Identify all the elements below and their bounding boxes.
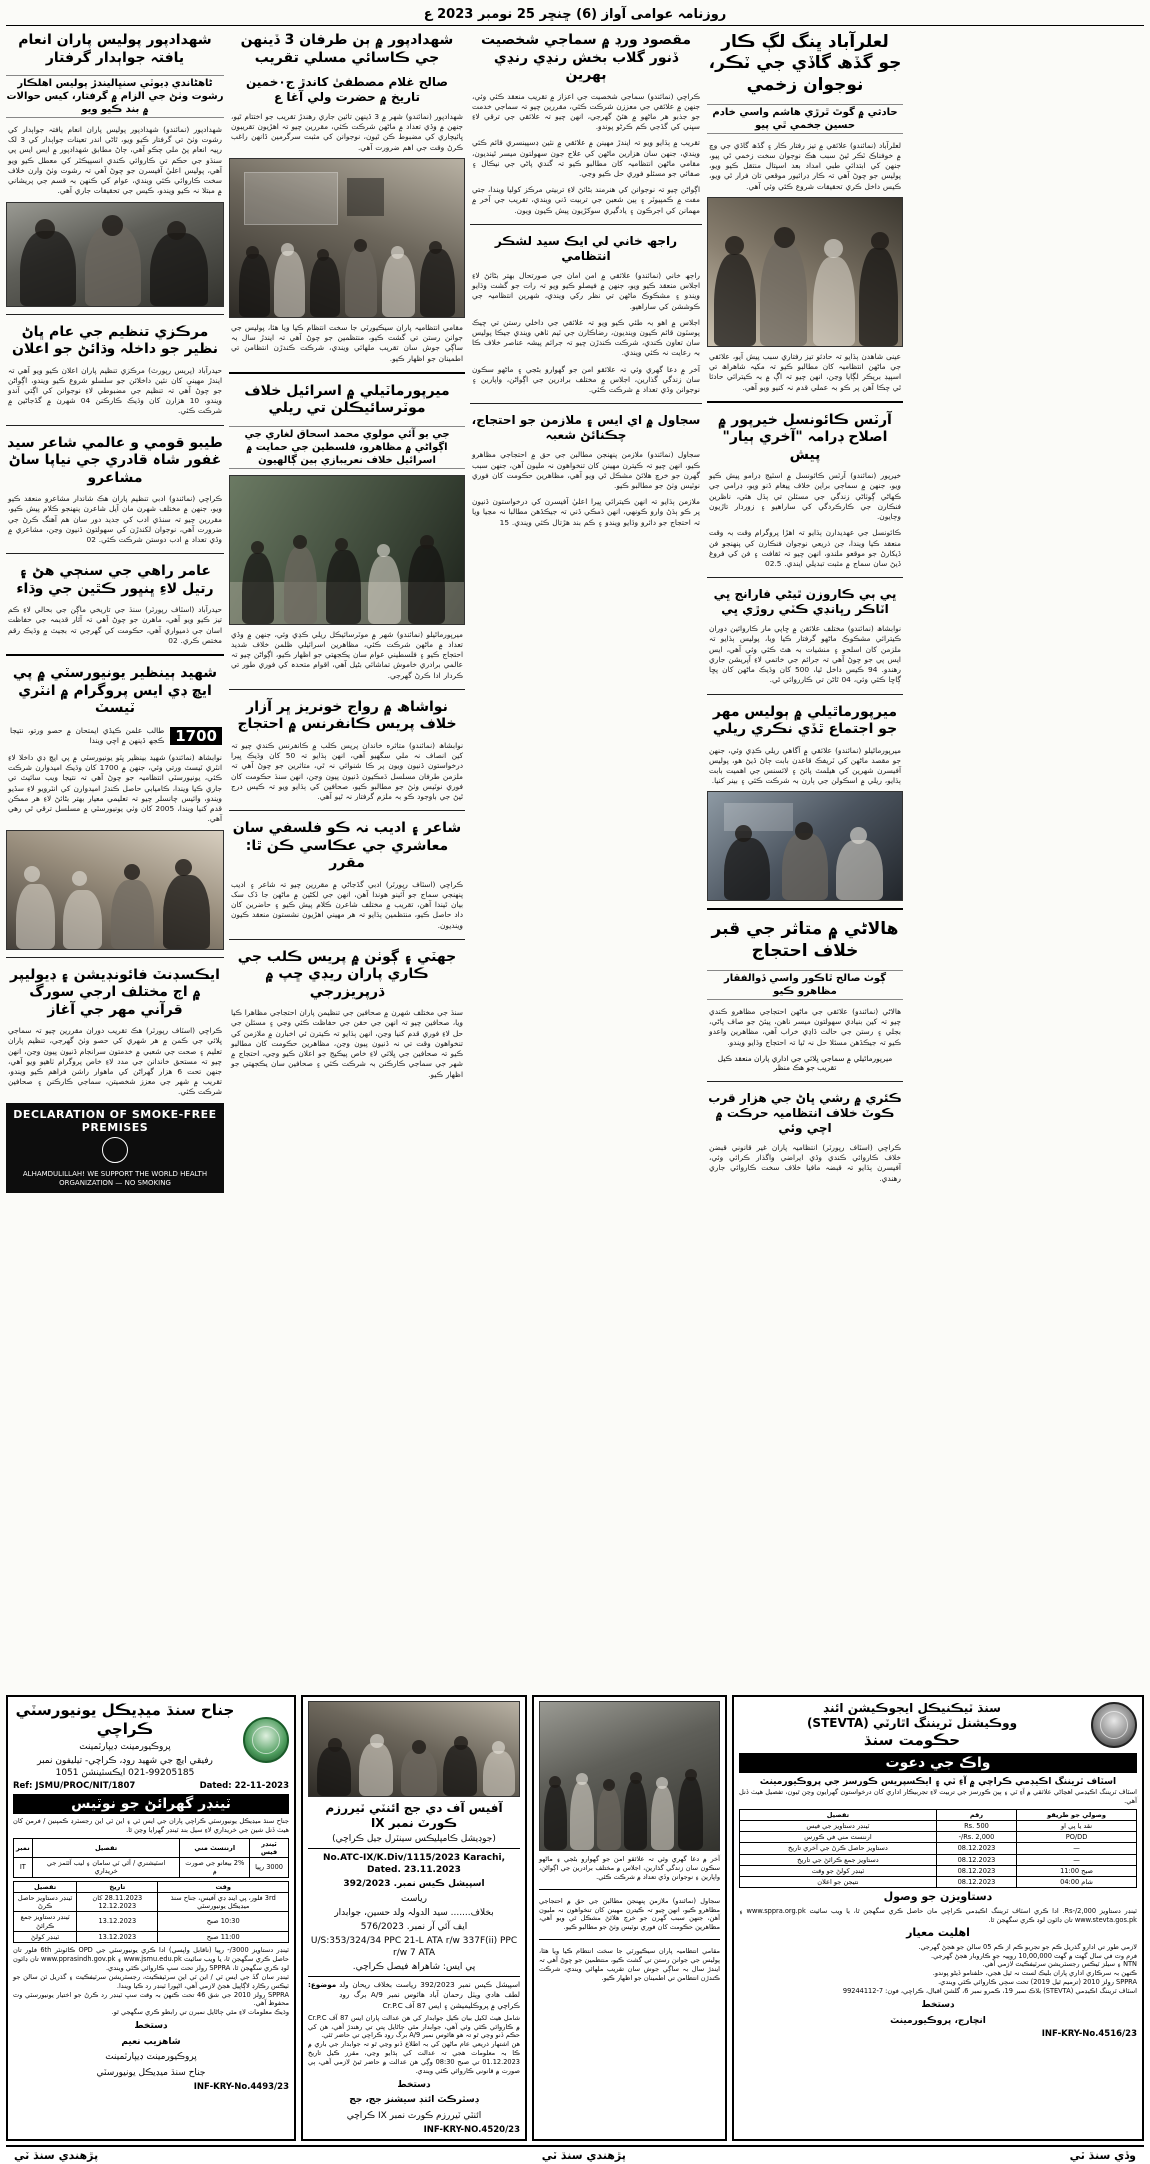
court-sign-desig: ائنٽي ٽيررزم ڪورٽ نمبر IX ڪراچي <box>346 2111 482 2122</box>
body-mushaira: ڪراچي (نمائندو) ادبي تنظيم پاران ھڪ شاندار مشاعرو منعقد ڪيو ويو، جنھن ۾ مختلف شھرن مان آيل شاعرن پنھنجو ڪلام پيش ڪيو، مقررين چيو تہ سنڌي ادب کي جديد دور سان ھم آھنگ ڪرڻ جي ضرورت آھي، نوجوان لکندڙن کي سھولتون ڏنيون وڃن، مشاعري ۾ وڏي تعداد ۾ ادب دوستن شرڪت ڪئي. 02 <box>8 494 222 544</box>
ad-jsmu-tender <box>6 1695 296 2141</box>
court-body-1: شامل ھيٺ لکيل بيان ڪيل جوابدار کي ھن عدالت پاران ايس 87 آف Cr.P.C ۾ ڪاروائي ڪئي وئي آھي، جوابدار مٿي ڄاڻايل پتي تي رھندڙ آھي، ھن کي حڪم ڏنو وڃي ٿو تہ ھو ھائوس نمبر A/9 برگ روڊ ڪراچي تي حاضر ٿئي. <box>308 2013 520 2040</box>
caption-mirpur-event: ميرپورماٿيلي ۾ سماجي ڀلائي جي اداري پاران منعقد ڪيل تقريب جو ھڪ منظر <box>717 1053 893 1073</box>
jsmu-sch-r0c0: 3rd فلور، پي اينڊ ڊي آفيس، جناح سنڌ ميڊيڪل يونيورسٽي <box>158 1892 289 1911</box>
jsmu-title: جناح سنڌ ميڊيڪل يونيورسٽي ڪراچي <box>15 1701 235 1738</box>
jsmu-th-no: نمبر <box>14 1838 33 1857</box>
jsmu-td-fee: 3000 رپيا <box>250 1858 289 1877</box>
advertisement-row <box>6 1695 1144 2141</box>
headline-sbbu-entry-test: شھید ٻينظير يونيورسٽي ۾ پي ايڇ ڊي ايس پروگرام ۾ انٽري ٽيسٽ <box>12 665 218 717</box>
stevta-term-4: ڪنھن بہ سرڪاري اداري پاران بليڪ لسٽ نہ ٿيل ھجي، حلفنامو ڏيڻو پوندو. <box>932 1969 1137 1978</box>
headline-halani-protest: ھالاڻي ۾ متاثر جي قبر خلاف احتجاج <box>711 919 899 961</box>
table-row <box>14 1912 289 1931</box>
court-case-no: No.ATC-IX/K.Div/1115/2023 Karachi, Dated. 23.11.2023 <box>322 1853 506 1876</box>
stevta-r1c1: Rs. 2,000/- <box>936 1832 1016 1843</box>
stevta-title-1: سنڌ ٽيڪنيڪل ايجوڪيشن ائنڊ <box>823 1701 1001 1715</box>
jsmu-department: پروڪيورمينٽ ڊيپارٽمينٽ <box>79 1741 171 1752</box>
subhead-halani-protest: ڳوٺ صالح ٿاڪور واسي ڏوالفقار مظاھرو ڪيو <box>707 970 903 1000</box>
column-2 <box>229 30 465 1690</box>
headline-saleh-ghulam: صالح غلام مصطفیٰ کاندڙ ج٠خمين تاريخ ۾ حضرت ولي آغا ع <box>246 75 448 104</box>
stevta-r5c1: 08.12.2023 <box>936 1877 1016 1888</box>
court-sign-name: ڊسٽرڪٽ ائنڊ سيشنز جج، جج <box>349 2095 479 2106</box>
entry-test-count: 1700 <box>170 727 222 745</box>
page-footer <box>6 2145 1144 2164</box>
court-subject: اسپيشل ڪيس نمبر 392/2023 رياست بخلاف ريحان ولد لطف ھادي ويٺل رحمان آباد ھائوس نمبر A/9 برگ روڊ ڪراچي ۾ پروڪليميشن ۽ ايس 87 آف Cr.P.C <box>339 1980 520 2010</box>
photo-panel-caption: آخر ۾ دعا گھري وئي تہ علائقو امن جو گھوارو بڻجي ۽ ماڻھو سڪون سان زندگي گذارين، اجلاس ۾ مختلف برادرين جي اڳواڻن، واپارين ۽ نوجوانن وڏي تعداد ۾ شرڪت ڪئي. <box>539 1855 720 1881</box>
jsmu-sign-desig2: جناح سنڌ ميڊيڪل يونيورسٽي <box>96 2067 206 2078</box>
headline-foundation: ايڪسڊنٽ فائونڊيشن ۽ ڊيوليپر ۾ اڄ مختلف ارجي سورگ قرآني مھر جي آغاز <box>10 966 220 1018</box>
stevta-r3c0: — <box>1017 1854 1137 1865</box>
smoke-free-title: DECLARATION OF SMOKE-FREE PREMISES <box>13 1107 217 1134</box>
stevta-th-detail: تفصيل <box>740 1809 937 1820</box>
photo-police-officers <box>6 202 224 307</box>
table-row <box>740 1843 1137 1854</box>
stevta-r5c2: نتيجن جو اعلان <box>740 1877 937 1888</box>
stevta-r0c2: ٽينڊر دستاويز جي فيس <box>740 1820 937 1831</box>
photo-injured-man <box>707 197 903 347</box>
stevta-r4c1: 08.12.2023 <box>936 1865 1016 1876</box>
headline-arts-council: آرٽس ڪائونسل خيرپور ۾ اصلاح ڊرامہ "آخري ٻيار" پيش <box>718 411 892 463</box>
body-halani-protest: ھالاڻي (نمائندو) علائقي جي ماڻھن احتجاجي مظاھرو ڪندي چيو تہ کين بنيادي سھولتون ميسر ناھن، پيئڻ جو صاف پاڻي، بجلي ۽ رستن جي حالت ڏاڍي خراب آھي، مظاھرين واعدو ڪيو تہ جيڪڏھن مسئلا حل نہ ٿيا تہ احتجاج وڌايو ويندو. <box>709 1006 901 1047</box>
body-press-club: سنڌ جي مختلف شھرن ۾ صحافين جي تنظيمن پاران احتجاجي مظاھرا ڪيا ويا، صحافين چيو تہ انھن جي حقن جي حفاظت ڪئي وڃي ۽ مسئلن جي حل لاءِ فوري قدم کنيا وڃن، انھن ٻڌايو تہ ڪيترن ئي اخبارن ۾ ملازمن کي تنخواھون وقت تي نہ ڏنيون پيون وڃن، مظاھرين حڪومت کان مطالبو ڪيو تہ صحافين جي ڀلائي لاءِ خاص پيڪيج جو اعلان ڪيو وڃي، احتجاج ۾ شھر جي سماجي ڪارڪنن بہ شرڪت ڪئي ۽ صحافين سان يڪجھتي جو اظھار ڪيو. <box>231 1008 463 1079</box>
subhead-shahdadpur-police: ٹاھڻاندي ڊيوٽي سنڀاليندڙ پوليس اھلڪار رشوت وٺڻ جي الزام ۾ گرفتار، کيس حوالات ۾ بند ڪيو ويو <box>6 75 224 118</box>
table-row <box>740 1877 1137 1888</box>
headline-encroachment: ڪئري ۾ رشي ڀاڻ جي ھزار قرب ڪوٽ خلاف انتظاميہ حرڪت ۾ اچي وئي <box>708 1091 902 1135</box>
court-title: آفيس آف دي جج ائنٽي ٽيررزم ڪورٽ نمبر IX <box>325 1801 503 1830</box>
footer-right: پڙھندي سنڌ ٽي <box>14 2148 99 2162</box>
body-mirpur-rally: ميرپورماٿيلو (نمائندو) شھر ۾ موٽرسائيڪل ريلي ڪڍي وئي، جنھن ۾ وڏي تعداد ۾ ماڻھن شرڪت ڪئي، مظاھرين اسرائيلي ظلمن خلاف شديد احتجاج ڪيو ۽ فلسطيني عوام سان يڪجھتي جو اظھار ڪيو، اڳواڻن چيو تہ عالمي برادري خاموش تماشائي بڻيل آھي، اقوام متحدہ کي فوري طور تي ڪردار ادا ڪرڻ گھرجي. <box>231 629 463 680</box>
footer-left: وڏي سنڌ ٽي <box>1069 2148 1136 2162</box>
jsmu-sch-r1c1: 13.12.2023 <box>77 1912 158 1931</box>
footer-center: پڙھندي سنڌ ٽي <box>541 2148 626 2162</box>
jsmu-sch-r1c2: ٽينڊر دستاويز جمع ڪرائڻ <box>14 1912 77 1931</box>
stevta-docs-text: ٽينڊر دستاويز 2,000/-Rs. ادا ڪري اسٽاف ٽريننگ اڪيڊمي ڪراچي مان حاصل ڪري سگھجن ٿا، يا ويب سائيٽ www.sppra.org.pk ۽ www.stevta.gos.pk تان ڊائون لوڊ ڪري سگھجن ٿا. <box>739 1906 1137 1924</box>
headline-mushaira: طيبو قومي و عالمي شاعر سيد غفور شاہ قادري جي نياپا ساڻ مشاعرو <box>7 434 223 486</box>
headline-raids: ڀي ٻي ڪاروزن ٿيڻي فارانج ڀي اٽاڪر رڀانڊي ڪٽي روڙي ڀي <box>713 587 897 617</box>
ad-photo-panel <box>532 1695 727 2141</box>
ad-court-notice <box>301 1695 527 2141</box>
stevta-banner: واڪ جي دعوت <box>739 1753 1137 1773</box>
jsmu-th-earnest: ارننسٽ مني <box>180 1838 250 1857</box>
body-car-accident-1: لعلرآباد (نمائندو) علائقي ۾ تيز رفتار ڪار ۽ گڏھ گاڏي جي وچ ۾ خوفناڪ ٽڪر ٿيڻ سبب ھڪ نوجوان سخت زخمي ٿي پيو، جنھن کي ابتدائي طبي امداد بعد اسپتال منتقل ڪيو ويو، پوليس جو چوڻ آھي تہ ڪار ڊرائيور موقعي تان فرار ٿي ويو، ڪيس داخل ڪري تحقيقات شروع ڪئي وئي آھي. <box>709 140 901 191</box>
body-shahdadpur-event: شھدادپور (نمائندو) شھر ۾ 3 ڏينھن تائين جاري رھندڙ تقريب جو اختتام ٿيو، جنھن ۾ وڏي تعداد ۾ ماڻھن شرڪت ڪئي، مقررين چيو تہ اھڙيون تقريبون ڀائيچاري کي مضبوط ڪن ٿيون، نوجوانن کي مثبت سرگرمين ڏانھن راغب ڪرڻ وقت جي اھم ضرورت آھي. <box>231 112 463 152</box>
body-press-conference: نوابشاھ (نمائندو) متاثره خاندان پريس ڪلب ۾ ڪانفرنس ڪندي چيو تہ کين انصاف نہ ملي سگھيو آھي، انھن ٻڌايو تہ 50 کان وڌيڪ ڀيرا درخواستون ڏنيون ويون پر ڪا شنوائي نہ ٿي، متاثرين جو چوڻ آھي تہ ملزمن طرفان مسلسل ڌمڪيون ڏنيون پيون وڃن، انھن سنڌ حڪومت کان فوري نوٽيس وٺڻ جو مطالبو ڪيو، صحافين کي ٻڌايو ويو تہ ڪيس درج ٿيڻ جي باوجود ڪو بہ ملزم گرفتار نہ ٿيو آھي. <box>231 740 463 801</box>
photo-stage-gathering <box>229 158 465 318</box>
table-row <box>740 1820 1137 1831</box>
body-arts-council-1: خيرپور (نمائندو) آرٽس ڪائونسل ۾ اسٽيج ڊرامو پيش ڪيو ويو، جنھن ۾ سماجي براين خلاف پيغام ڏنو ويو، ڊرامي جي ڪھاڻي ڳوٺاڻي زندگي جي مسئلن تي ٻڌل ھئي، ناظرين فنڪارن جي ڪارڪردگي کي ساراھيو ۽ زوردار تاڙيون وڄايون. <box>709 471 901 522</box>
headline-sujawal-protest: سجاول ۾ اي ايس ۽ ملازمن جو احتجاج، چڪنائڻ شعبہ <box>471 413 701 443</box>
photo-court-gathering <box>308 1701 520 1797</box>
jsmu-date: Dated: 22-11-2023 <box>199 1780 289 1791</box>
jsmu-td-detail: اسٽيشنري / آئي ٽي سامان ۽ ليب آئٽمز جي خريداري <box>32 1858 180 1877</box>
stevta-eligibility-heading: اھليت معيار <box>906 1926 970 1940</box>
court-vs: بخلاف....... سيد الدولہ ولد حسين، جوابدار <box>334 1907 494 1918</box>
body-maqsood-ward-1: ڪراچي (نمائندو) سماجي شخصيت جي اعزاز ۾ تقريب منعقد ڪئي وئي، جنھن ۾ علائقي جي معززن شرڪت ڪئي، مقررين چيو تہ سماجي خدمت جو جذبو ھر ماڻھو ۾ ھئڻ گھرجي، انھن چيو تہ علائقي جي ترقي لاءِ سڀني کي گڏجي ڪم ڪرڻو پوندو. <box>472 91 700 132</box>
jsmu-sch-r0c2: ٽينڊر دستاويز حاصل ڪرڻ <box>14 1892 77 1911</box>
subhead-mirpur-rally: جي يو آئي مولوي محمد اسحاق لغاري جي اڳواڻي ۾ مظاھرو، فلسطين جي حمايت ۾ اسرائيل خلاف نعريبازي ٻين ڳالھيون <box>229 426 465 469</box>
stevta-title-3: حڪومت سنڌ <box>863 1731 961 1749</box>
body-rajh-khani-2: اجلاس ۾ اھو بہ طئي ڪيو ويو تہ علائقي جي داخلي رستن تي چيڪ پوسٽون قائم ڪيون وينديون، رضاڪارن جي ٽيم ٺاھي ويندي جيڪا پوليس سان تعاون ڪندي، شرڪت ڪندڙن چيو تہ جرائم پيشہ عناصر خلاف ڪا بہ رعايت نہ ڪئي ويندي. <box>472 317 700 358</box>
table-row <box>14 1931 289 1942</box>
stevta-fee-table <box>739 1809 1137 1889</box>
column-4 <box>707 30 903 1690</box>
stevta-r1c2: ارننسٽ مني في ڪورس <box>740 1832 937 1843</box>
stevta-th-amount: رقم <box>936 1809 1016 1820</box>
headline-press-club: جھٽي ۽ ڳوٺن ۾ پريس ڪلب جي ڪاري پاران ريڊي ڇپ ۾ ڌرپريزرجي <box>237 948 457 1000</box>
court-subject-label: موضوع: <box>308 1980 337 1990</box>
body-encroachment: ڪراچي (اسٽاف رپورٽر) انتظاميہ پاران غير قانوني قبضن خلاف ڪاروائي ڪندي وڏي ايراضي واگذار ڪرائي وئي، آفيسرن ٻڌايو تہ قبضہ مافيا خلاف سخت ڪاروائي جاري رھندي. <box>709 1143 901 1183</box>
body-sujawal-protest-2: ملازمن ٻڌايو تہ انھن ڪيترائي ڀيرا اعليٰ آفيسرن کي درخواستون ڏنيون پر ڪو ٻڌڻ وارو ڪونھي، انھن ڌمڪي ڏني تہ جيڪڏھن مطالبا نہ مڃيا ويا تہ احتجاج جو دائرو وڌايو ويندو ۽ ڪم بند ھڙتال ڪئي ويندي. 15 <box>472 497 700 527</box>
court-sections: U/S:353/324/34 PPC 21-L ATA r/w 337F(ii) PPC r/w 7 ATA <box>310 1935 518 1959</box>
headline-awareness-rally: ميرپورماٿيلي ۾ ٻولیس مھر جو اجتماع ٿڏي نڪري ريلي <box>712 703 898 737</box>
court-fir-no: ايف آئي آر نمبر. 576/2023 <box>360 1921 468 1932</box>
body-bhambhore: حيدرآباد (اسٽاف رپورٽر) سنڌ جي تاريخي ماڳن جي بحالي لاءِ ڪم تيز ڪيو ويو آھي، ماھرن جو چوڻ آھي تہ آثار قديمہ جي حفاظت اسان جي ذميواري آھي، حڪومت کي گھرجي تہ بجيٽ ۾ وڌيڪ رقم مختص ڪري. 02 <box>8 605 222 645</box>
headline-car-accident: لعلرآباد ڀنگ لڳ ڪار جو گڏھ گاڏي جي ٽڪر، نوجوان زخمي <box>708 32 902 95</box>
headline-mirpur-rally: ميرپورماٽيلي ۾ اسرائيل خلاف موٽرسائيڪلن تي ريلي <box>244 382 450 417</box>
jsmu-schedule-table <box>13 1881 289 1943</box>
stevta-intro: اسٽاف ٽريننگ اڪيڊمي اھڃاڻي علائقي ۾ آءِ ٽي ۽ ٻين ڪورسز جي تربيت لاءِ تجربيڪار اداري کان درخواستون گھرايون وڃن ٿيون، تفصيل ھيٺ ڏنل آھي. <box>739 1787 1137 1805</box>
jsmu-term-1: ٽينڊر دستاويز 3000/- رپيا (ناقابل واپسي) ادا ڪري يونيورسٽي جي OPD ڪائونٽر 6th فلور تان حاصل ڪري سگھجن ٿا، يا ويب سائيٽ www.jsmu.edu.pk ۽ www.pprasindh.gov.pk تان ڊائون لوڊ ڪري سگھجن ٿا، SPPRA رولز تحت سڀ ڪاروائي ڪئي ويندي. <box>13 1946 289 1972</box>
stevta-th-method: وصولي جو طريقو <box>1017 1809 1137 1820</box>
headline-shahdadpur-police: شھدادپور پولیس پاران انعام یافتہ جواٻدار گرفتار <box>18 32 212 66</box>
jsmu-sch-th-time: وقت <box>158 1881 289 1892</box>
jsmu-td-no: IT <box>14 1858 33 1877</box>
jsmu-td-earnest: 2% بيعانو جي صورت ۾ <box>180 1858 250 1877</box>
photo-panel-text-3: مقامي انتظاميہ پاران سيڪيورٽي جا سخت انتظام ڪيا ويا ھئا، پوليس جي جوانن رستن تي گشت ڪيو، منتظمين جو چوڻ آھي تہ ايندڙ سال بہ ساڳي جوش سان تقريب ملھائي ويندي، شرڪت ڪندڙن انتظامن تي اطمينان جو اظھار ڪيو. <box>539 1947 720 1982</box>
headline-press-conference: نواشاھ ۾ رواج خونريز ڀر آزار خلاف پريس ڪانفرنس ۾ احتجاج <box>237 698 457 733</box>
stevta-r1c0: PO/DD <box>1017 1832 1137 1843</box>
jsmu-sch-r1c0: 10:30 صبح <box>158 1912 289 1931</box>
stevta-r3c2: دستاويز جمع ڪرائڻ جي تاريخ <box>740 1854 937 1865</box>
body-sujawal-protest-1: سجاول (نمائندو) ملازمن پنھنجن مطالبن جي حق ۾ احتجاجي مظاھرو ڪيو، انھن چيو تہ ڪيترن مھينن کان تنخواھون نہ مليون آھن، جنھن سبب گھرن جو خرچ ھلائڻ مشڪل ٿي ويو آھي، مظاھرين حڪومت کان فوري نوٽيس وٺڻ جو مطالبو ڪيو. <box>472 450 700 490</box>
headline-markazi-tanzeem: مرڪزي تنظيم جي عام ڀاڻ نظیر جو داخلہ وڌائڻ جو اعلان <box>12 323 218 358</box>
jsmu-term-3: SPPRA رولز 2010 جي شق 46 تحت ڪنھن بہ وقت سڀ ٽينڊر رد ڪرڻ جو اختيار يونيورسٽي وٽ محفوظ آھي. <box>13 1990 289 2008</box>
court-state: رياست <box>401 1893 427 1904</box>
stevta-contact: اسٽاف ٽريننگ اڪيڊمي (STEVTA) بلاڪ نمبر 19، ڪمرو نمبر 6، گلشن اقبال، ڪراچي، فون: 7-99244112 <box>842 1987 1137 1996</box>
table-row <box>740 1865 1137 1876</box>
stevta-sign-label: دستخط <box>921 2000 955 2011</box>
jsmu-sch-r2c0: 11:00 صبح <box>158 1931 289 1942</box>
body-poets: ڪراچي (اسٽاف رپورٽر) ادبي گڏجاڻي ۾ مقررين چيو تہ شاعر ۽ اديب پنھنجي سماج جو آئينو ھوندا آھن، انھن جي لکڻين ۾ ماڻھن جا ڏک سک بيان ٿيندا آھن، تقريب ۾ مختلف شاعرن ڪلام پيش ڪيو ۽ حاضرين کان داد حاصل ڪيو، منتظمين ٻڌايو تہ ھر مھيني اھڙيون نشستون منعقد ڪيون وينديون. <box>231 879 463 930</box>
govt-sindh-logo-icon <box>1091 1702 1137 1748</box>
stevta-r4c0: صبح 11:00 <box>1017 1865 1137 1876</box>
stevta-inf-no: INF-KRY-No.4516/23 <box>1041 2029 1137 2040</box>
masthead-title: روزنامہ عوامی آواز (6) ڇنڇر 25 نومبر 2023 ع <box>423 7 727 22</box>
stevta-r2c2: دستاويز حاصل ڪرڻ جي آخري تاريخ <box>740 1843 937 1854</box>
jsmu-sign-desig1: پروڪيورمينٽ ڊيپارٽمينٽ <box>105 2052 197 2063</box>
stevta-title-2: ووڪيشنل ٽريننگ اٿارٽي (STEVTA) <box>806 1716 1018 1730</box>
photo-exam-hall <box>6 830 224 950</box>
body-foundation: ڪراچي (اسٽاف رپورٽر) ھڪ تقريب دوران مقررين چيو تہ سماجي ڀلائي جي ڪمن ۾ ھر شھري کي حصو وٺڻ گھرجي، تنظيم پاران تعليم ۽ صحت جي شعبي ۾ خدمتون سرانجام ڏنيون پيون وڃن، انھن چيو تہ مستحق خاندانن جي مدد لاءِ خاص پروگرام ٺاھيو ويو آھي، جنھن تحت 6 ھزار گھراڻن کي ماھوار راشن فراھم ڪيو ويندو، تقريب ۾ شھر جي معزز شخصيتن، سماجي ڪارڪنن ۽ صحافين شرڪت ڪئي. <box>8 1026 222 1097</box>
jsmu-term-4: وڌيڪ معلومات لاءِ مٿي ڄاڻايل نمبرن تي رابطو ڪري سگھجي ٿو. <box>111 2008 289 2017</box>
body-car-accident-2: عينی شاھدن ٻڌايو تہ حادثو تيز رفتاري سبب پيش آيو، علائقي جي ماڻھن انتظاميہ کان مطالبو ڪيو تہ مکيہ شاھراھ تي اسپيڊ بريڪر لڳايا وڃن، انھن چيو تہ اڳ ۾ بہ ڪيترائي حادثا ٿي چڪا آھن پر ڪو بہ عملي قدم نہ کنيو ويو آھي. <box>709 351 901 392</box>
smoke-free-ad <box>6 1103 224 1194</box>
stevta-r0c0: نقد يا پي او <box>1017 1820 1137 1831</box>
jsmu-sign-name: شاھزيب نعيم <box>121 2036 181 2047</box>
photo-motorcycle-rally <box>229 475 465 625</box>
jsmu-items-table <box>13 1838 289 1878</box>
headline-bhambhore: عامر راھي جي سنڄي ھڻ ۽ رتيل لاءِ ڀنڀور ڪٿين جي وڌاء <box>16 563 214 597</box>
headline-poets: شاعر ۽ اديب نہ ڪو فلسفي سان معاشري جي عڪاسي ڪن ٿا: مقرر <box>232 820 462 872</box>
stevta-term-3: NTN ۽ سيلز ٽيڪس رجسٽريشن سرٽيفڪيٽ لازمي آھي. <box>982 1960 1137 1969</box>
stevta-term-1: لازمي طور تي ادارو گذريل ڪم جو تجربو ڪم از ڪم 05 سالن جو ھجڻ گھرجي. <box>918 1942 1137 1951</box>
headline-rajh-khani: راجھ خاني لي ايڪ سيد لشڪر انتظامي <box>494 233 678 263</box>
body-shahdadpur-event-2: مقامي انتظاميہ پاران سيڪيورٽي جا سخت انتظام ڪيا ويا ھئا، پوليس جي جوانن رستن تي گشت ڪيو، منتظمين جو چوڻ آھي تہ ايندڙ سال بہ ساڳي جوش سان تقريب ملھائي ويندي، شرڪت ڪندڙن انتظامن تي اطمينان جو اظھار ڪيو. <box>231 322 463 363</box>
stevta-term-2: فرم وٽ في سال گھٽ ۾ گھٽ 10,00,000 روپيہ جو ڪاروبار ھجڻ گھرجي. <box>930 1951 1137 1960</box>
photo-panel-text-2: سجاول (نمائندو) ملازمن پنھنجن مطالبن جي حق ۾ احتجاجي مظاھرو ڪيو، انھن چيو تہ ڪيترن مھينن کان تنخواھون نہ مليون آھن، جنھن سبب گھرن جو خرچ ھلائڻ مشڪل ٿي ويو آھي، مظاھرين حڪومت کان فوري نوٽيس وٺڻ جو مطالبو ڪيو. <box>539 1896 720 1932</box>
body-raids: نوابشاھ (نمائندو) مختلف علائقن ۾ ڇاپي مار ڪاروائين دوران ڪيترائي مشڪوڪ ماڻھو گرفتار ڪيا ويا، پوليس ٻڌايو تہ ملزمن کان اسلحو ۽ منشيات بہ ھٿ ڪئي وئي آھي، ايس ايس پي جو چوڻ آھي تہ جرائم جي خاتمي لاءِ آپريشن جاري رھندو. 94 ڪيس داخل ٿيا، 500 کان وڌيڪ ماڻھن کان پڇا ڳاڇا ڪئي وئي، 04 ٿاڻن تي ڪارروائي ٿي. <box>709 624 901 685</box>
jsmu-sch-r0c1: 28.11.2023 کان 12.12.2023 <box>77 1892 158 1911</box>
stevta-term-5: SPPRA رولز 2010 (ترميم ٿيل 2019) تحت سڄي ڪاروائي ڪئي ويندي. <box>938 1978 1137 1987</box>
stevta-r2c1: 08.12.2023 <box>936 1843 1016 1854</box>
body-maqsood-ward-3: اڳواڻن چيو تہ نوجوانن کي ھنرمند بڻائڻ لاءِ تربيتي مرڪز کوليا ويندا، جتي مفت ۾ ڪمپيوٽر ۽ ٻين شعبن جي تربيت ڏني ويندي، تقريب جي آخر ۾ مھمانن کي اجرڪون ۽ يادگيري سوکڙيون پيش ڪيون ويون. <box>472 185 700 215</box>
body-awareness-rally: ميرپورماٿيلو (نمائندو) علائقي ۾ آگاھي ريلي ڪڍي وئي، جنھن جو مقصد ماڻھن کي ٽريفڪ قاعدن بابت ڄاڻ ڏيڻ ھو، پوليس آفيسرن شھرين کي ھيلمٽ پائڻ ۽ لائسنس جي اھميت بابت ٻڌايو، ريلي ۾ اسڪولن جي ٻارن بہ شرڪت ڪئي ۽ بينر کنيا. <box>709 745 901 786</box>
stevta-sign-name: انچارج، پروڪيورمينٽ <box>890 2015 986 2026</box>
body-arts-council-2: ڪائونسل جي عھديدارن ٻڌايو تہ اھڙا پروگرام وقت بہ وقت منعقد ڪيا ويندا، جن ذريعي نوجوان فنڪارن کي پنھنجو فن ڏيکارڻ جو موقعو ملندو، انھن چيو تہ ثقافت ۽ فن کي فروغ ڏيڻ سان سماج ۾ مثبت تبديلي ايندي. 02.5 <box>709 528 901 568</box>
jsmu-th-detail: تفصيل <box>32 1838 180 1857</box>
court-special-case: اسپيشل ڪيس نمبر. 392/2023 <box>343 1879 485 1890</box>
jsmu-sch-r2c2: ٽينڊر کولڻ <box>14 1931 77 1942</box>
stevta-r0c1: Rs. 500 <box>936 1820 1016 1831</box>
column-3 <box>470 30 702 1690</box>
jsmu-sch-th-detail: تفصيل <box>14 1881 77 1892</box>
body-rajh-khani-3: آخر ۾ دعا گھري وئي تہ علائقو امن جو گھوارو بڻجي ۽ ماڻھو سڪون سان زندگي گذارين، اجلاس ۾ مختلف برادرين جي اڳواڻن، واپارين ۽ نوجوانن وڏي تعداد ۾ شرڪت ڪئي. <box>472 364 700 395</box>
headline-maqsood-ward: مقصود ورڊ ۾ سماجي شخصيت ڏنور گلاب بخش رنڍي رنڍي ٻھرين <box>480 32 692 83</box>
who-emblem-icon <box>102 1137 128 1163</box>
column-1 <box>6 30 224 1690</box>
jsmu-sch-r2c1: 13.12.2023 <box>77 1931 158 1942</box>
jsmu-address: رفيقي ايڇ جي شھيد روڊ، ڪراچي- تيليفون نمبر 99205185-021 ايڪسٽينشن 1051 <box>37 1755 213 1778</box>
subhead-car-accident: حادثي ۾ گوٿ ٿرڙي ھاشم واسي خادم حسين جخمي ٿي پيو <box>707 104 903 134</box>
smoke-free-subtitle: ALHAMDULILLAH! WE SUPPORT THE WORLD HEALTH ORGANIZATION — NO SMOKING <box>22 1169 208 1188</box>
ad-stevta <box>732 1695 1144 2141</box>
table-row <box>14 1892 289 1911</box>
body-rajh-khani-1: راجھ خاني (نمائندو) علائقي ۾ امن امان جي صورتحال بھتر بڻائڻ لاءِ اجلاس منعقد ڪيو ويو، جنھن ۾ فيصلو ڪيو ويو تہ رات جو گشت وڌايو ويندو ۽ مشڪوڪ ماڻھن تي نظر رکي ويندي، شھرين انتظاميہ جي ڪوششن کي ساراھيو. <box>472 270 700 311</box>
photo-press-conference <box>707 791 903 901</box>
jsmu-sign-label: دستخط <box>134 2021 168 2032</box>
stevta-r5c0: شام 04:00 <box>1017 1877 1137 1888</box>
article-grid <box>6 30 1144 1690</box>
court-police-station: پي ايس: شاھراھ فيصل ڪراچي. <box>352 1962 476 1973</box>
masthead <box>6 4 1144 26</box>
stevta-docs-heading: دستاويزن جو وصول <box>883 1890 993 1904</box>
body-sbbu-entry-test: نوابشاھ (نمائندو) شھيد بينظير ڀٽو يونيورسٽي ۾ پي ايڇ ڊي داخلا لاءِ انٽري ٽيسٽ ورتي وئي، جنھن ۾ 1700 کان وڌيڪ اميدوارن شرڪت ڪئي، يونيورسٽي انتظاميہ جو چوڻ آھي تہ نتيجا ويب سائيٽ تي جاري ڪيا ويندا، ڪاميابي حاصل ڪندڙ اميدوارن کي انٽرويو لاءِ سڏيو ويندو، وائيس چانسلر چيو تہ تعليمي معيار بھتر بڻائڻ لاءِ ھر ممڪن قدم کنيا ويندا، 2005 کان وٺي يونيورسٽي ۾ مسلسل ترقي ٿي رھي آھي. <box>8 753 223 824</box>
jsmu-tender-banner: ٽينڊر گھرائڻ جو نوٽيس <box>13 1794 289 1814</box>
body-markazi-tanzeem: حيدرآباد (پريس رپورٽ) مرڪزي تنظيم پاران اعلان ڪيو ويو آھي تہ ايندڙ مھيني کان نئين داخلائن جو سلسلو شروع ڪيو ويندو، اڳواڻن جو چوڻ آھي تہ تنظيم جي مضبوطي لاءِ نوجوانن کي اڳتي آندو ويندو، 10 ھزارن کان وڌيڪ ڪارڪنن 04 شھرن ۾ گڏجاڻين ۾ شرڪت ڪئي. <box>8 365 222 416</box>
table-row <box>14 1858 289 1877</box>
body-maqsood-ward-2: تقريب ۾ ٻڌايو ويو تہ ايندڙ مھينن ۾ علائقي ۾ نئين ڊسپينسري قائم ڪئي ويندي، جنھن سان ھزارين ماڻھن کي علاج جون سھولتون ميسر ٿينديون، مقامي ماڻھن انتظاميہ کان مطالبو ڪيو تہ گندي پاڻي جي نيڪال ۽ صفائي جو مسئلو فوري حل ڪيو وڃي. <box>472 138 700 179</box>
headline-shahdadpur-event: شھدادپور ۾ ٻن طرفان 3 ڏينھن جي ڪاسائي مسلي تقریب <box>240 32 454 66</box>
table-row <box>740 1832 1137 1843</box>
stevta-r3c1: 08.12.2023 <box>936 1854 1016 1865</box>
stevta-r2c0: — <box>1017 1843 1137 1854</box>
court-inf-no: INF-KRY-NO.4520/23 <box>423 2124 520 2135</box>
court-subtitle: (جوڊيشل ڪامپليڪس سينٽرل جيل ڪراچي) <box>332 1834 496 1844</box>
entry-test-note: طالب علمن ڪيڏي ايمتحان ۾ حصو ورتو، نتيجا ڪجھ ڏينھن ۾ اچي ويندا <box>10 725 165 745</box>
jsmu-ref-no: Ref: JSMU/PROC/NIT/1807 <box>13 1780 136 1791</box>
body-shahdadpur-police: شھدادپور (نمائندو) شھدادپور پوليس پاران انعام یافتہ جواٻدار کي رشوت وٺڻ تي گرفتار ڪيو ويو، ٿاڻي اندر تعینات جواٻدار کي 3 لک رپیہ انعام پڻ ملي چڪو آھي، ڄاڻ مطابق شھدادپور ۾ ايس ايس پي سنڌو جي حڪم تي ڪاروائي ڪندي انسپيڪٽر کي معطل ڪيو ويو آھي، پوليس اعليٰ آفيسرن جو چوڻ آھي تہ رشوت وٺڻ وارن خلاف سخت ڪاروائي ڪئي ويندي، عوام کي ڪنھن بہ قسم جي پريشاني ۾ مبتلا نہ ڪيو ويندو، ڪيس جي تحقيقات جاري آھي. <box>8 125 222 196</box>
court-sign-label: دستخط <box>397 2079 431 2090</box>
court-body-2: ھن اشتھار ذريعي عام ماڻھن کي بہ اطلاع ڏنو وڃي ٿو تہ جوابدار جي باري ۾ ڪا بہ معلومات ھجي تہ عدالت کي ٻڌايو وڃي، مقرر ڪيل تاريخ 01.12.2023 تي صبح 08:30 وڳي ھن عدالت ۾ حاضر ٿيڻ لازمي آھي، ٻي صورت ۾ قانوني ڪاروائي ڪئي ويندي. <box>308 2040 520 2075</box>
photo-seminar-audience <box>539 1701 720 1851</box>
jsmu-logo-icon <box>243 1717 289 1763</box>
stevta-r4c2: ٽينڊر کولڻ جو وقت <box>740 1865 937 1876</box>
jsmu-intro: جناح سنڌ ميڊيڪل يونيورسٽي ڪراچي پاران جي ايس ٽي ۽ اين ٽي اين رجسٽرڊ ڪمپنين / فرمن کان ھيٺ ڏنل شين جي خريداري لاءِ سيل بند ٽينڊر گھرايا وڃن ٿا. <box>13 1816 289 1834</box>
jsmu-th-fee: ٽينڊر فيس <box>250 1838 289 1857</box>
jsmu-inf-no: INF-KRY-No.4493/23 <box>193 2081 289 2092</box>
stevta-subtitle: اسٽاف ٽريننگ اڪيڊمي ڪراچي ۾ آءِ ٽي ۽ ايڪسپريس ڪورسز جي پروڪيورمينٽ <box>759 1776 1117 1787</box>
jsmu-sch-th-date: تاريخ <box>77 1881 158 1892</box>
jsmu-term-2: ٽينڊر سان گڏ جي ايس ٽي / اين ٽي اين سرٽيفڪيٽ، رجسٽريشن سرٽيفڪيٽ ۽ گذريل ٽن سالن جو ٽيڪس رڪارڊ لاڳاپيل ھجڻ لازمي آھي، اڻپورا ٽينڊر رد ڪيا ويندا. <box>13 1972 289 1990</box>
